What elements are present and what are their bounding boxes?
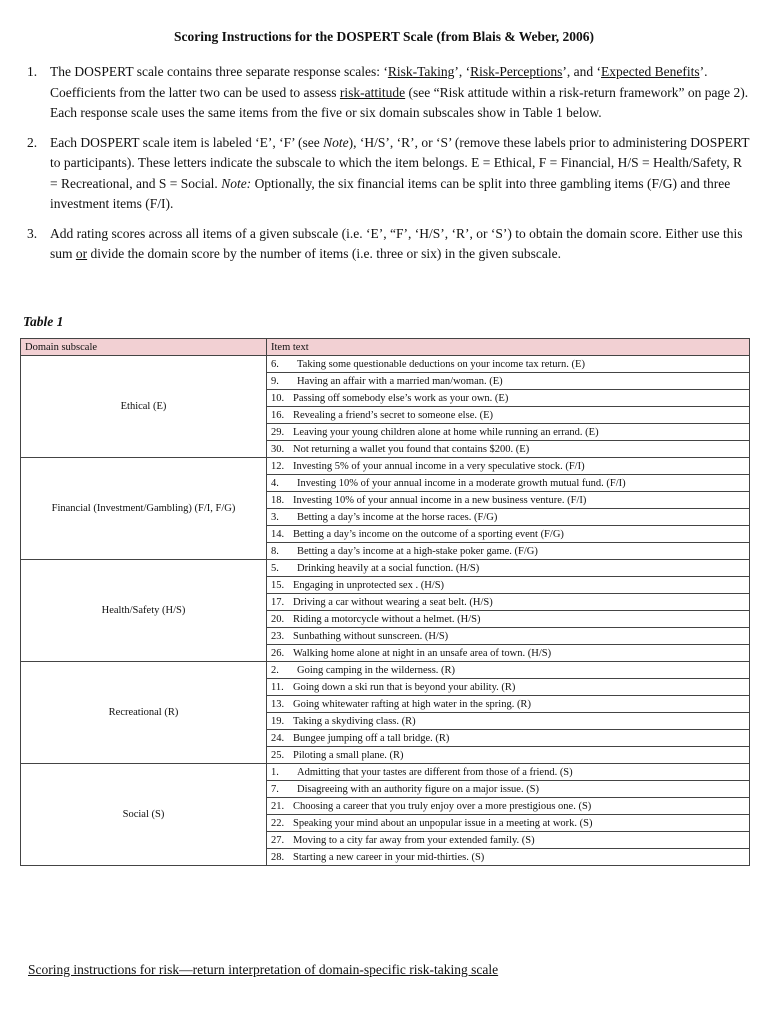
domain-subscale-cell: Social (S) (21, 764, 267, 866)
domain-subscale-cell: Ethical (E) (21, 356, 267, 458)
item-number: 6. (271, 358, 279, 370)
instruction-text: ), ‘H/S’, ‘R’, or ‘S’ (remove these labels prior to administering DOSPERT to participants). These letters indicate the subscale to which the item belongs. E = Ethical, F = Financial, H/S = Health/Safety, R = Recreational, and S = Social. (50, 134, 750, 191)
item-number: 15. (271, 579, 285, 591)
item-cell (267, 645, 750, 662)
item-cell (267, 441, 750, 458)
item-number: 16. (271, 409, 285, 421)
item-cell (267, 390, 750, 407)
instruction-item (20, 133, 750, 215)
item-cell (267, 526, 750, 543)
domain-subscale-cell: Health/Safety (H/S) (21, 560, 267, 662)
item-number: 4. (271, 477, 279, 489)
item-cell (267, 458, 750, 475)
item-text: Engaging in unprotected sex . (H/S) (293, 579, 445, 591)
item-cell (267, 543, 750, 560)
item-text: Investing 10% of your annual income in a moderate growth mutual fund. (F/I) (297, 477, 626, 489)
domain-subscale-cell: Financial (Investment/Gambling) (F/I, F/G) (21, 458, 267, 560)
domain-subscale-cell: Recreational (R) (21, 662, 267, 764)
instruction-text: ’, ‘ (454, 64, 471, 79)
item-cell (267, 373, 750, 390)
instruction-text: ’, and ‘ (562, 64, 602, 79)
item-number: 17. (271, 596, 285, 608)
item-number: 23. (271, 630, 285, 642)
item-cell (267, 730, 750, 747)
item-number: 29. (271, 426, 285, 438)
italic-note: Note (323, 134, 349, 150)
table-row (21, 662, 750, 679)
item-text: Disagreeing with an authority figure on a major issue. (S) (297, 783, 540, 795)
table-header-row (21, 339, 750, 356)
closing-heading: Scoring instructions for risk—return interpretation of domain-specific risk-taking scale (28, 962, 499, 977)
instructions-list (20, 62, 750, 274)
item-text: Bungee jumping off a tall bridge. (R) (293, 732, 450, 744)
item-text: Betting a day’s income at a high-stake poker game. (F/G) (297, 545, 538, 557)
underlined-term: risk-attitude (339, 84, 406, 100)
item-text: Starting a new career in your mid-thirties. (S) (293, 851, 485, 863)
item-number: 27. (271, 834, 285, 846)
item-text: Leaving your young children alone at home while running an errand. (E) (293, 426, 599, 438)
item-number: 5. (271, 562, 279, 574)
item-text: Choosing a career that you truly enjoy over a more prestigious one. (S) (293, 800, 592, 812)
item-number: 19. (271, 715, 285, 727)
item-number: 26. (271, 647, 285, 659)
item-cell (267, 679, 750, 696)
instruction-text: Add rating scores across all items of a given subscale (i.e. ‘E’, “F’, ‘H/S’, ‘R’, or ‘S’) to obtain the domain score. Either use this sum (50, 225, 743, 261)
item-number: 13. (271, 698, 285, 710)
underlined-term: or (75, 246, 88, 261)
item-cell (267, 577, 750, 594)
item-text: Taking some questionable deductions on your income tax return. (E) (297, 358, 585, 370)
instruction-number: 1. (27, 64, 38, 79)
instruction-item (20, 224, 750, 265)
underlined-term: Risk-Taking (387, 64, 455, 79)
item-text: Taking a skydiving class. (R) (293, 715, 416, 727)
item-text: Speaking your mind about an unpopular issue in a meeting at work. (S) (293, 817, 593, 829)
underlined-term: Expected Benefits (601, 64, 700, 79)
underlined-term: Risk-Perceptions (470, 64, 563, 79)
table-row (21, 560, 750, 577)
item-text: Moving to a city far away from your extended family. (S) (293, 834, 535, 846)
item-cell (267, 407, 750, 424)
item-cell (267, 475, 750, 492)
item-number: 14. (271, 528, 285, 540)
item-cell (267, 849, 750, 866)
item-number: 11. (271, 681, 284, 693)
instruction-text: divide the domain score by the number of items (i.e. three or six) in the given subscale. (87, 246, 562, 261)
item-cell (267, 594, 750, 611)
item-text: Driving a car without wearing a seat belt. (H/S) (293, 596, 493, 608)
item-text: Betting a day’s income at the horse races. (F/G) (297, 511, 498, 523)
item-text: Betting a day’s income on the outcome of a sporting event (F/G) (293, 528, 564, 540)
header-domain-subscale: Domain subscale (21, 339, 267, 356)
table-row (21, 458, 750, 475)
item-number: 30. (271, 443, 285, 455)
item-cell (267, 611, 750, 628)
item-text: Admitting that your tastes are different from those of a friend. (S) (297, 766, 573, 778)
item-cell (267, 509, 750, 526)
item-number: 28. (271, 851, 285, 863)
item-cell (267, 815, 750, 832)
item-text: Passing off somebody else’s work as your own. (E) (293, 392, 509, 404)
item-cell (267, 628, 750, 645)
instruction-number: 3. (27, 225, 38, 241)
item-number: 2. (271, 664, 279, 676)
instruction-item (20, 62, 750, 124)
item-number: 3. (271, 511, 279, 523)
item-cell (267, 798, 750, 815)
item-text: Revealing a friend’s secret to someone else. (E) (293, 409, 494, 421)
item-cell (267, 356, 750, 373)
item-number: 21. (271, 800, 285, 812)
instruction-text: The DOSPERT scale contains three separate response scales: ‘ (50, 64, 388, 79)
item-text: Investing 10% of your annual income in a new business venture. (F/I) (293, 494, 587, 506)
item-number: 25. (271, 749, 285, 761)
item-text: Piloting a small plane. (R) (293, 749, 404, 761)
item-text: Riding a motorcycle without a helmet. (H/S) (293, 613, 481, 625)
table-caption: Table 1 (23, 314, 64, 329)
item-text: Sunbathing without sunscreen. (H/S) (293, 630, 449, 642)
table-row (21, 764, 750, 781)
item-number: 7. (271, 783, 279, 795)
item-number: 12. (271, 460, 285, 472)
item-text: Going camping in the wilderness. (R) (297, 664, 456, 676)
item-text: Not returning a wallet you found that contains $200. (E) (293, 443, 530, 455)
instruction-text: ’. Coefficients from the latter two can be used to assess (50, 64, 708, 100)
item-text: Walking home alone at night in an unsafe area of town. (H/S) (293, 647, 552, 659)
item-cell (267, 560, 750, 577)
italic-note: Note: (221, 175, 252, 191)
instruction-number: 2. (27, 134, 38, 150)
dospert-items-table (20, 338, 750, 866)
item-text: Drinking heavily at a social function. (H/S) (297, 562, 480, 574)
item-number: 1. (271, 766, 279, 778)
item-number: 9. (271, 375, 279, 387)
item-cell (267, 832, 750, 849)
item-number: 8. (271, 545, 279, 557)
item-number: 24. (271, 732, 285, 744)
item-number: 20. (271, 613, 285, 625)
item-number: 10. (271, 392, 285, 404)
instruction-text: Optionally, the six financial items can be split into three gambling items (F/G) and three investment items (F/I). (50, 175, 731, 211)
item-number: 22. (271, 817, 285, 829)
item-cell (267, 492, 750, 509)
item-text: Having an affair with a married man/woman. (E) (297, 375, 503, 387)
item-text: Going whitewater rafting at high water in the spring. (R) (293, 698, 531, 710)
table-row (21, 356, 750, 373)
item-text: Investing 5% of your annual income in a very speculative stock. (F/I) (293, 460, 585, 472)
item-text: Going down a ski run that is beyond your ability. (R) (293, 681, 516, 693)
table-body (21, 356, 750, 866)
document-title: Scoring Instructions for the DOSPERT Scale (from Blais & Weber, 2006) (174, 29, 594, 44)
item-cell (267, 713, 750, 730)
item-cell (267, 662, 750, 679)
instruction-text: Each DOSPERT scale item is labeled ‘E’, ‘F’ (see (50, 134, 324, 150)
item-cell (267, 764, 750, 781)
item-cell (267, 781, 750, 798)
header-item-text: Item text (267, 339, 750, 356)
instruction-text: (see “Risk attitude within a risk-return framework” on page 2). Each response scale uses the same items from the five or six domain subscales show in Table 1 below. (50, 84, 749, 120)
item-cell (267, 424, 750, 441)
item-cell (267, 747, 750, 764)
item-number: 18. (271, 494, 285, 506)
item-cell (267, 696, 750, 713)
